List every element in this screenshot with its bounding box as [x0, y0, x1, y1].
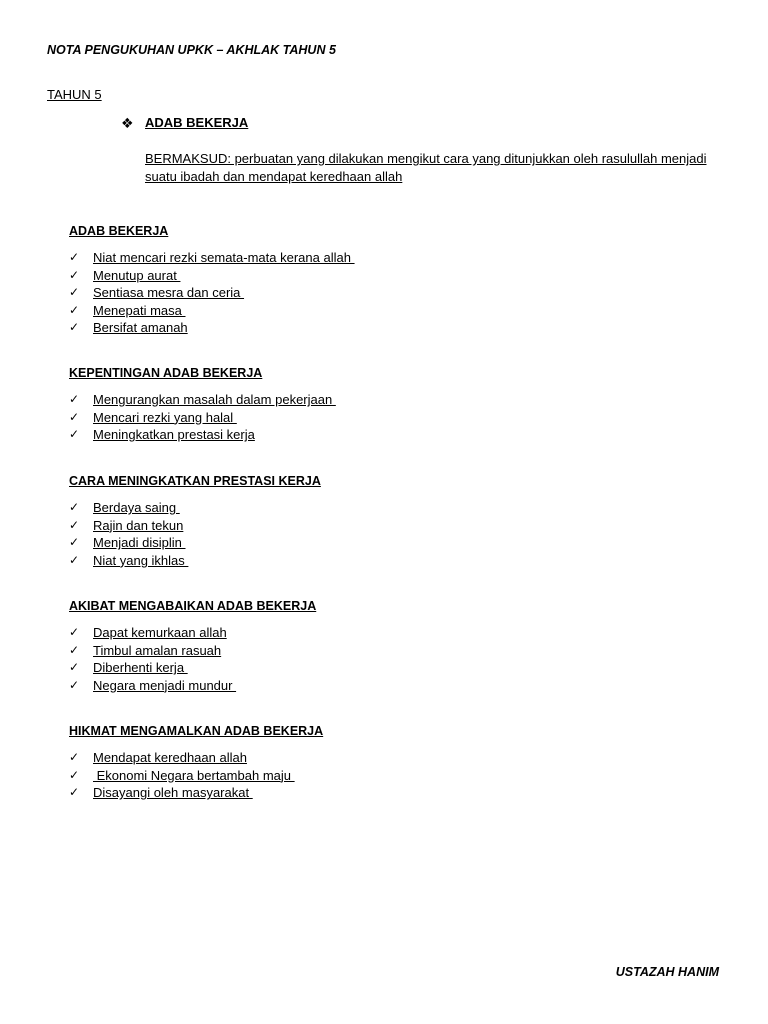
topic-label: ADAB BEKERJA — [145, 115, 249, 130]
list-item-text: Ekonomi Negara bertambah maju — [93, 767, 295, 783]
section-akibat-mengabaikan — [69, 597, 709, 694]
checkmark-icon: ✓ — [69, 625, 80, 639]
list-item-text: Meningkatkan prestasi kerja — [93, 427, 255, 443]
list-item-text: Menjadi disiplin — [93, 535, 186, 551]
diamond-bullet-icon: ❖ — [121, 114, 134, 131]
section-heading: ADAB BEKERJA — [69, 224, 169, 238]
list-item-text: Diberhenti kerja — [93, 660, 188, 676]
list-item-text: Menutup aurat — [93, 267, 181, 283]
section-adab-bekerja — [69, 222, 709, 337]
checkmark-icon: ✓ — [69, 267, 80, 282]
list-item — [69, 302, 709, 320]
checkmark-icon: ✓ — [69, 535, 80, 550]
checkmark-icon: ✓ — [69, 750, 80, 764]
checkmark-icon: ✓ — [69, 302, 80, 317]
topic-heading — [121, 115, 248, 130]
section-kepentingan-adab-bekerja — [69, 364, 709, 444]
list-item — [69, 624, 709, 642]
list-item — [69, 391, 709, 409]
checkmark-icon: ✓ — [69, 427, 80, 442]
list-item — [69, 767, 709, 785]
checkmark-icon: ✓ — [69, 500, 80, 514]
item-list — [69, 624, 709, 694]
section-heading: CARA MENINGKATKAN PRESTASI KERJA — [69, 474, 321, 488]
checkmark-icon: ✓ — [69, 517, 80, 532]
list-item — [69, 409, 709, 427]
list-item — [69, 319, 709, 337]
list-item — [69, 642, 709, 660]
section-cara-meningkatkan-prestasi — [69, 472, 709, 569]
list-item-text: Bersifat amanah — [93, 320, 188, 336]
list-item — [69, 659, 709, 677]
checkmark-icon: ✓ — [69, 785, 80, 800]
list-item — [69, 552, 709, 570]
list-item-text: Menepati masa — [93, 302, 186, 318]
list-item — [69, 784, 709, 802]
list-item-text: Rajin dan tekun — [93, 517, 184, 533]
list-item — [69, 749, 709, 767]
list-item — [69, 499, 709, 517]
list-item — [69, 426, 709, 444]
list-item — [69, 267, 709, 285]
list-item-text: Timbul amalan rasuah — [93, 642, 222, 658]
item-list — [69, 749, 709, 802]
author-signature: USTAZAH HANIM — [615, 965, 719, 979]
section-heading: KEPENTINGAN ADAB BEKERJA — [69, 366, 263, 380]
item-list — [69, 391, 709, 444]
list-item — [69, 534, 709, 552]
checkmark-icon: ✓ — [69, 642, 80, 657]
item-list — [69, 499, 709, 569]
list-item-text: Niat mencari rezki semata-mata kerana allah — [93, 250, 355, 265]
list-item-text: Mencari rezki yang halal — [93, 409, 237, 425]
topic-definition: BERMAKSUD: perbuatan yang dilakukan mengikut cara yang ditunjukkan oleh rasulullah menjadi suatu ibadah dan mendapat keredhaan allah — [145, 151, 707, 184]
list-item — [69, 517, 709, 535]
checkmark-icon: ✓ — [69, 285, 80, 300]
checkmark-icon: ✓ — [69, 409, 80, 424]
checkmark-icon: ✓ — [69, 552, 80, 567]
list-item-text: Mengurangkan masalah dalam pekerjaan — [93, 392, 336, 407]
list-item-text: Mendapat keredhaan allah — [93, 750, 247, 765]
item-list — [69, 249, 709, 337]
list-item-text: Sentiasa mesra dan ceria — [93, 285, 245, 301]
section-heading: AKIBAT MENGABAIKAN ADAB BEKERJA — [69, 599, 317, 613]
checkmark-icon: ✓ — [69, 250, 80, 264]
list-item-text: Negara menjadi mundur — [93, 677, 237, 693]
year-label: TAHUN 5 — [47, 87, 102, 102]
document-title: NOTA PENGUKUHAN UPKK – AKHLAK TAHUN 5 — [47, 43, 336, 57]
section-heading: HIKMAT MENGAMALKAN ADAB BEKERJA — [69, 724, 324, 738]
section-hikmat-mengamalkan — [69, 722, 709, 802]
checkmark-icon: ✓ — [69, 660, 80, 675]
checkmark-icon: ✓ — [69, 677, 80, 692]
list-item — [69, 677, 709, 695]
list-item-text: Disayangi oleh masyarakat — [93, 785, 253, 801]
list-item — [69, 249, 709, 267]
list-item-text: Dapat kemurkaan allah — [93, 625, 227, 640]
list-item-text: Niat yang ikhlas — [93, 552, 189, 568]
checkmark-icon: ✓ — [69, 320, 80, 335]
list-item — [69, 284, 709, 302]
list-item-text: Berdaya saing — [93, 500, 180, 515]
checkmark-icon: ✓ — [69, 392, 80, 406]
checkmark-icon: ✓ — [69, 767, 80, 782]
